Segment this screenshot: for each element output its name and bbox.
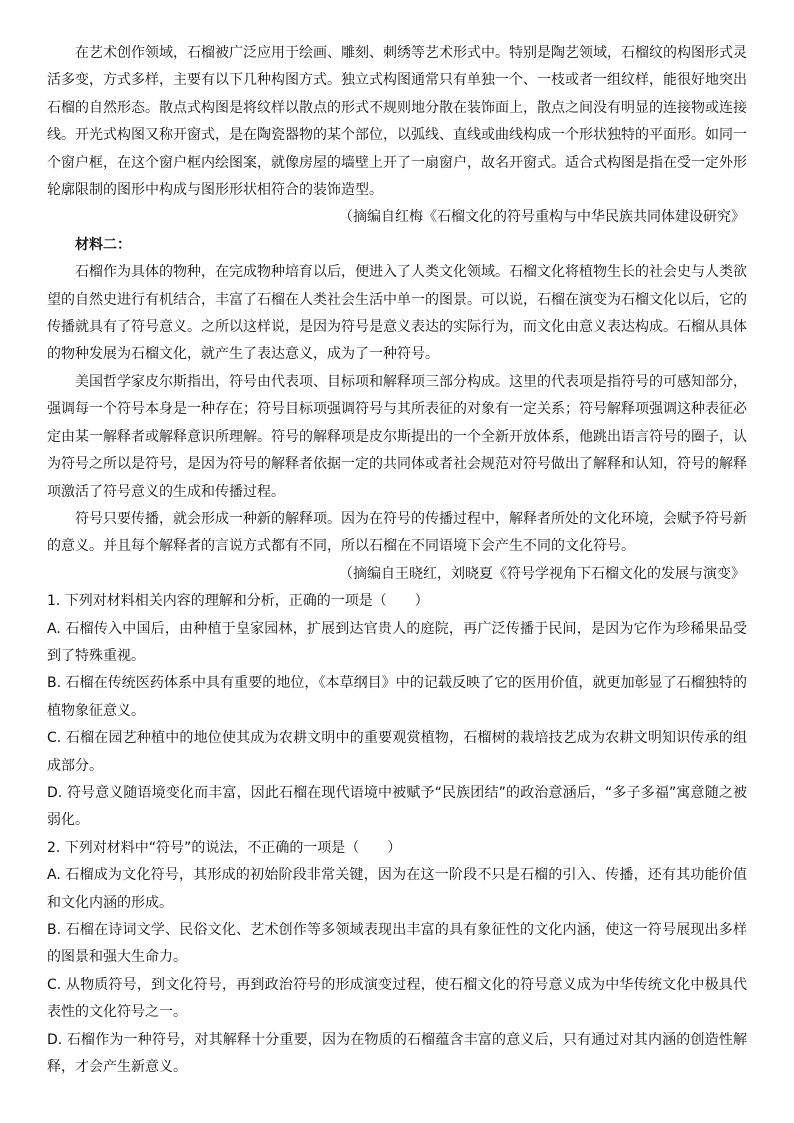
question-2-option-d: D. 石榴作为一种符号，对其解释十分重要，因为在物质的石榴蕴含丰富的意义后，只有通过对其内涵的创造性解释，才会产生新意义。 xyxy=(47,1031,747,1076)
document-page xyxy=(47,40,747,1081)
material-one-paragraph-art: 在艺术创作领域，石榴被广泛应用于绘画、雕刻、刺绣等艺术形式中。特别是陶艺领域，石榴纹的构图形式灵活多变，方式多样，主要有以下几种构图方式。独立式构图通常只有单独一个、一枝或者一组纹样，能很好地突出石榴的自然形态。散点式构图是将纹样以散点的形式不规则地分散在装饰面上，散点之间没有明显的连接物或连接线。开光式构图又称开窗式，是在陶瓷器物的某个部位，以弧线、直线或曲线构成一个形状独特的平面形。如同一个窗户框，在这个窗户框内绘图案，就像房屋的墙壁上开了一扇窗户，故名开窗式。适合式构图是指在受一定外形轮廓限制的图形中构成与图形形状相符合的装饰造型。 xyxy=(47,45,747,199)
question-1-option-c: C. 石榴在园艺种植中的地位使其成为农耕文明中的重要观赏植物，石榴树的栽培技艺成为农耕文明知识传承的组成部分。 xyxy=(47,730,747,774)
question-1-option-b: B. 石榴在传统医药体系中具有重要的地位，《本草纲目》中的记载反映了它的医用价值，就更加彰显了石榴独特的植物象征意义。 xyxy=(47,675,747,719)
question-1-option-a: A. 石榴传入中国后，由种植于皇家园林，扩展到达官贵人的庭院，再广泛传播于民间，是因为它作为珍稀果品受到了特殊重视。 xyxy=(47,620,747,664)
source-citation-wangxiaohong: （摘编自王晓红，刘晓夏《符号学视角下石榴文化的发展与演变》 xyxy=(339,565,745,582)
question-1-option-d: D. 符号意义随语境变化而丰富，因此石榴在现代语境中被赋予“民族团结”的政治意涵后，“多子多福”寓意随之被弱化。 xyxy=(47,784,747,829)
question-2-option-a: A. 石榴成为文化符号，其形成的初始阶段非常关键，因为在这一阶段不只是石榴的引入、传播，还有其功能价值和文化内涵的形成。 xyxy=(47,867,747,911)
material-two-heading: 材料二： xyxy=(75,236,131,253)
question-2-stem: 2. 下列对材料中“符号”的说法，不正确的一项是（ ） xyxy=(47,839,402,856)
question-2-option-b: B. 石榴在诗词文学、民俗文化、艺术创作等多领域表现出丰富的具有象征性的文化内涵，使这一符号展现出多样的图景和强大生命力。 xyxy=(47,922,747,966)
material-two-paragraph-3: 符号只要传播，就会形成一种新的解释项。因为在符号的传播过程中，解释者所处的文化环境，会赋予符号新的意义。并且每个解释者的言说方式都有不同，所以石榴在不同语境下会产生不同的文化符号。 xyxy=(47,510,747,555)
source-citation-hongmei: （摘编自红梅《石榴文化的符号重构与中华民族共同体建设研究》 xyxy=(339,209,745,226)
question-2-option-c: C. 从物质符号，到文化符号，再到政治符号的形成演变过程，使石榴文化的符号意义成为中华传统文化中极具代表性的文化符号之一。 xyxy=(47,976,747,1021)
question-1-stem: 1. 下列对材料相关内容的理解和分析，正确的一项是（ ） xyxy=(47,593,429,610)
material-two-paragraph-1: 石榴作为具体的物种，在完成物种培育以后，便进入了人类文化领域。石榴文化将植物生长的社会史与人类欲望的自然史进行有机结合，丰富了石榴在人类社会生活中单一的图景。可以说，石榴在演变为石榴文化以后，它的传播就具有了符号意义。之所以这样说，是因为符号是意义表达的实际行为，而文化由意义表达构成。石榴从具体的物种发展为石榴文化，就产生了表达意义，成为了一种符号。 xyxy=(47,264,747,363)
material-two-paragraph-2: 美国哲学家皮尔斯指出，符号由代表项、目标项和解释项三部分构成。这里的代表项是指符号的可感知部分，强调每一个符号本身是一种存在；符号目标项强调符号与其所表征的对象有一定关系；符号解释项强调这种表征必定由某一解释者或解释意识所理解。符号的解释项是皮尔斯提出的一个全新开放体系，他跳出语言符号的圈子，认为符号之所以是符号，是因为符号的解释者依据一定的共同体或者社会规范对符号做出了解释和认知，符号的解释项激活了符号意义的生成和传播过程。 xyxy=(47,373,747,500)
